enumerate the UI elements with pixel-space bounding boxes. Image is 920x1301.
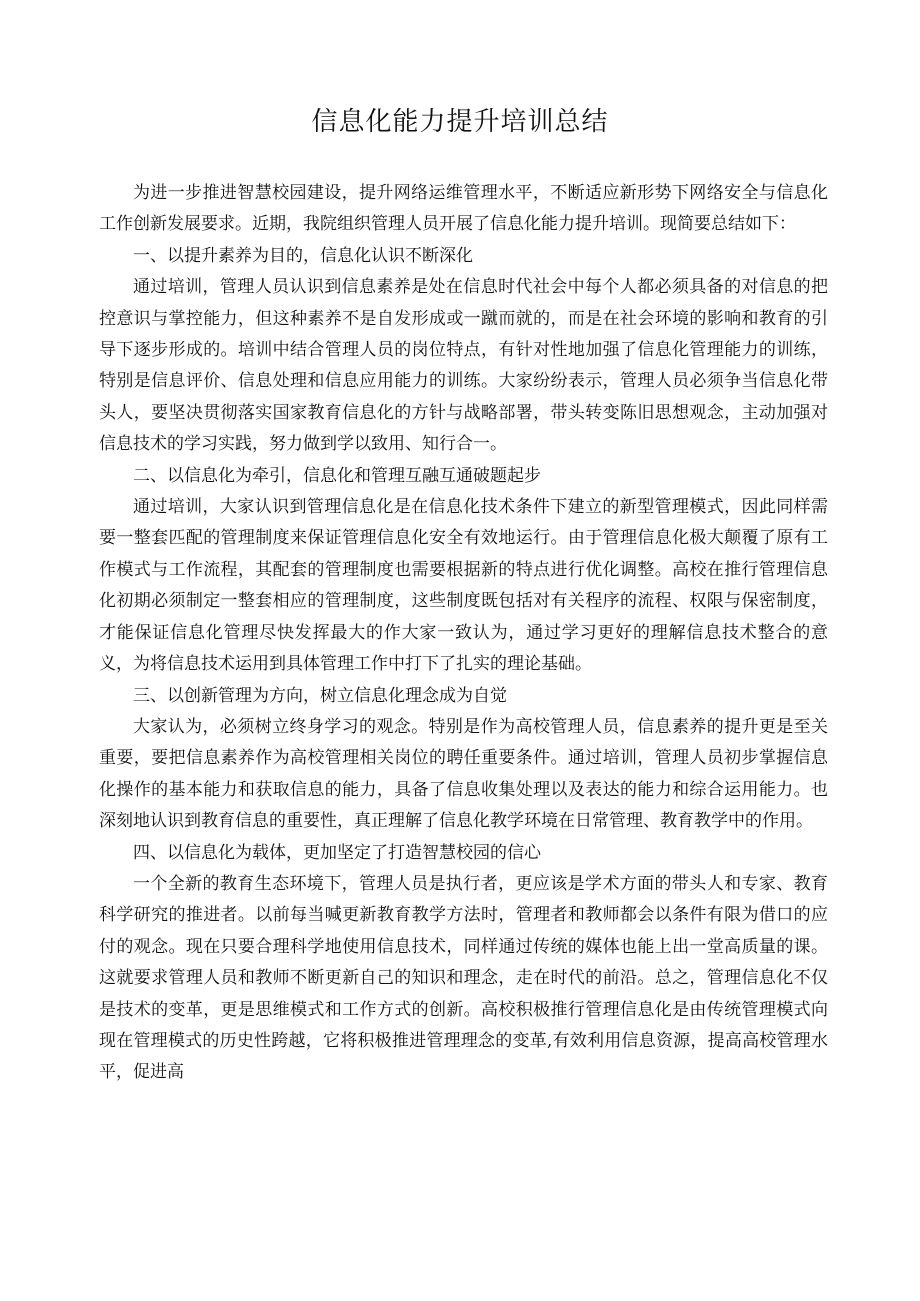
intro-paragraph: 为进一步推进智慧校园建设，提升网络运维管理水平，不断适应新形势下网络安全与信息化工作创新发展要求。近期，我院组织管理人员开展了信息化能力提升培训。现简要总结如下： [99,183,828,235]
section-paragraph-3: 大家认为，必须树立终身学习的观念。特别是作为高校管理人员，信息素养的提升更是至关重要，要把信息素养作为高校管理相关岗位的聘任重要条件。通过培训，管理人员初步掌握信息化操作的基本能力和获取信息的能力，具备了信息收集处理以及表达的能力和综合运用能力。也深刻地认识到教育信息的重要性，真正理解了信息化教学环境在日常管理、教育教学中的作用。 [99,716,828,832]
section-heading-2: 二、以信息化为牵引，信息化和管理互融互通破题起步 [133,465,541,486]
section-paragraph-1: 通过培训，管理人员认识到信息素养是处在信息时代社会中每个人都必须具备的对信息的把控意识与掌控能力，但这种素养不是自发形成或一蹴而就的，而是在社会环境的影响和教育的引导下逐步形成的。培训中结合管理人员的岗位特点，有针对性地加强了信息化管理能力的训练，特别是信息评价、信息处理和信息应用能力的训练。大家纷纷表示，管理人员必须争当信息化带头人，要坚决贯彻落实国家教育信息化的方针与战略部署，带头转变陈旧思想观念，主动加强对信息技术的学习实践，努力做到学以致用、知行合一。 [99,277,828,455]
document-title: 信息化能力提升培训总结 [311,107,609,137]
document-body [99,178,828,1089]
section-heading-1: 一、以提升素养为目的，信息化认识不断深化 [133,245,473,266]
section-paragraph-4: 一个全新的教育生态环境下，管理人员是执行者，更应该是学术方面的带头人和专家、教育科学研究的推进者。以前每当喊更新教育教学方法时，管理者和教师都会以条件有限为借口的应付的观念。现在只要合理科学地使用信息技术，同样通过传统的媒体也能上出一堂高质量的课。这就要求管理人员和教师不断更新自己的知识和理念，走在时代的前沿。总之，管理信息化不仅是技术的变革，更是思维模式和工作方式的创新。高校积极推行管理信息化是由传统管理模式向现在管理模式的历史性跨越，它将积极推进管理理念的变革,有效利用信息资源，提高高校管理水平，促进高 [99,873,828,1083]
section-paragraph-2: 通过培训，大家认识到管理信息化是在信息化技术条件下建立的新型管理模式，因此同样需要一整套匹配的管理制度来保证管理信息化安全有效地运行。由于管理信息化极大颠覆了原有工作模式与工作流程，其配套的管理制度也需要根据新的特点进行优化调整。高校在推行管理信息化初期必须制定一整套相应的管理制度，这些制度既包括对有关程序的流程、权限与保密制度，才能保证信息化管理尽快发挥最大的作大家一致认为，通过学习更好的理解信息技术整合的意义，为将信息技术运用到具体管理工作中打下了扎实的理论基础。 [99,497,828,675]
section-heading-4: 四、以信息化为载体，更加坚定了打造智慧校园的信心 [133,842,541,863]
section-heading-3: 三、以创新管理为方向，树立信息化理念成为自觉 [133,685,507,706]
